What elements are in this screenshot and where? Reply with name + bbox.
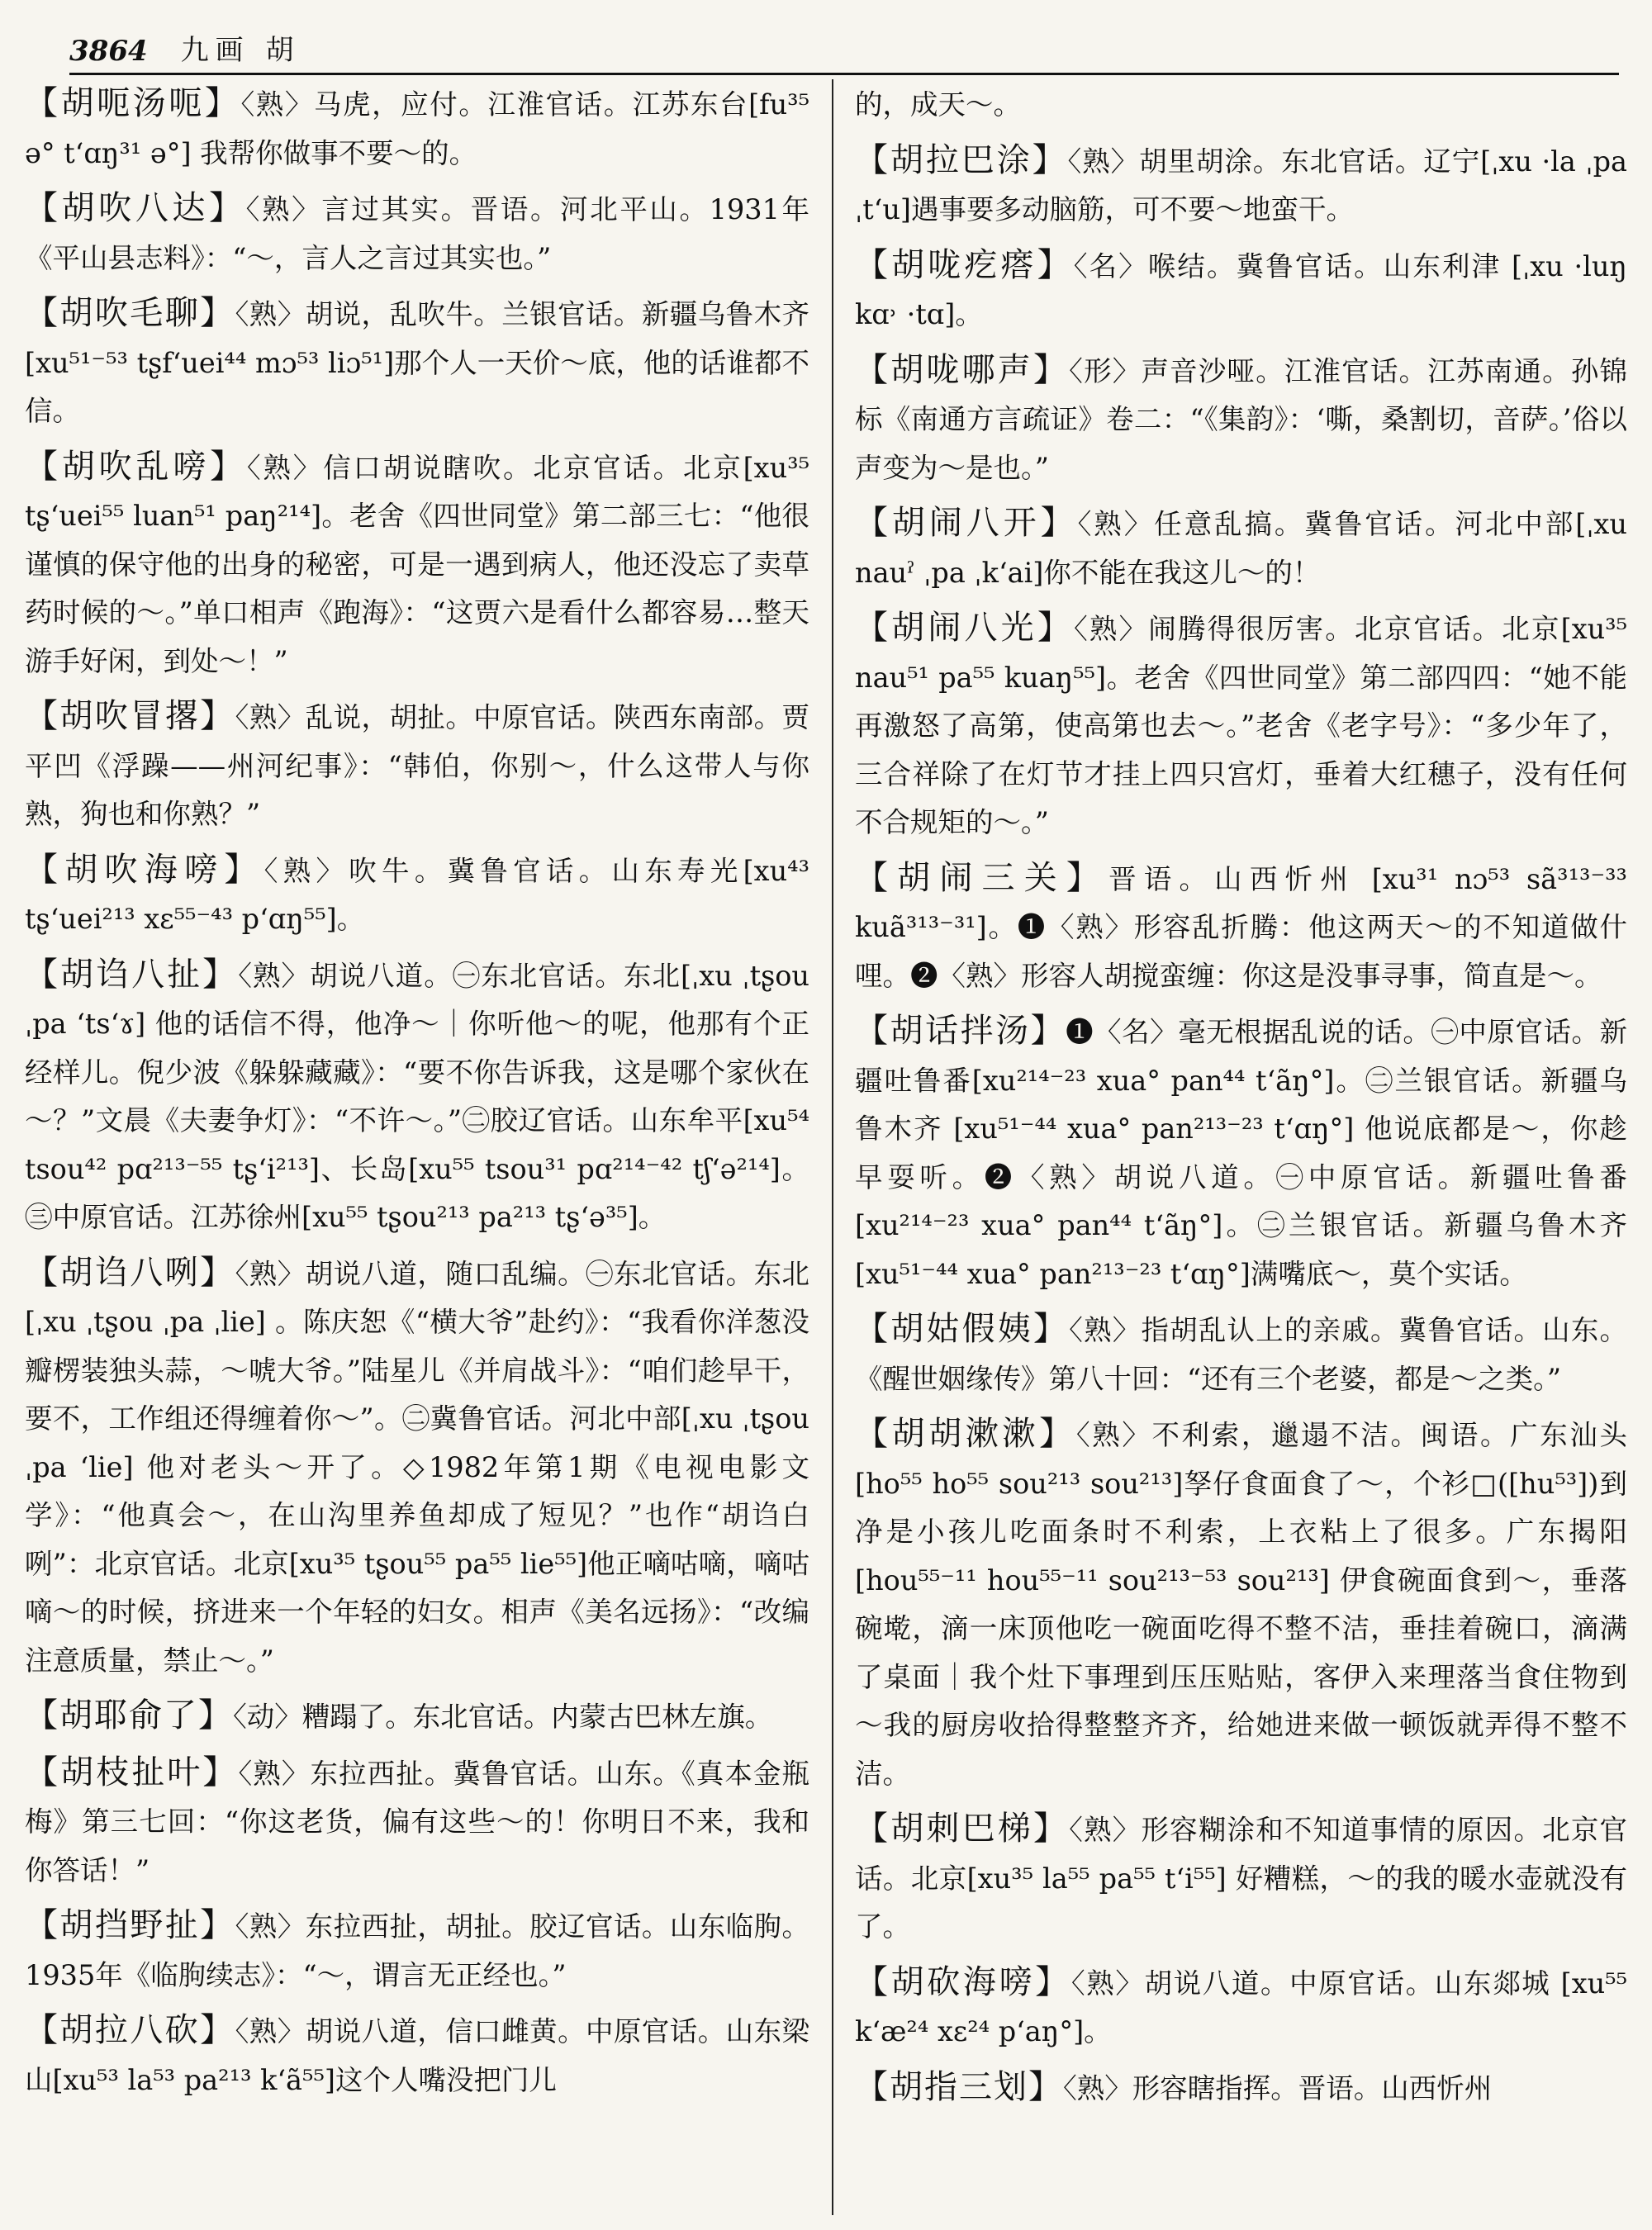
dictionary-entry <box>25 951 809 1242</box>
entry-headword: 【胡耶俞了】 <box>25 1696 233 1734</box>
entry-definition: 的，成天～。 <box>855 88 1021 121</box>
dictionary-entry <box>855 79 1627 130</box>
entry-headword: 【胡诌八咧】 <box>25 1253 235 1292</box>
entry-headword: 【胡话拌汤】 <box>855 1012 1066 1050</box>
entry-headword: 【胡挡野扯】 <box>25 1906 235 1944</box>
dictionary-entry <box>855 499 1627 597</box>
dictionary-entry <box>855 604 1627 847</box>
entry-headword: 【胡咙疙瘩】 <box>855 245 1074 284</box>
dictionary-entry <box>25 1748 809 1896</box>
left-column <box>25 79 809 2215</box>
dictionary-entry <box>25 79 809 178</box>
entry-definition: 胡里胡涂。东北官话。辽宁[ˌxu ·la ˌpa ˌtʻu]遇事要多动脑筋，可不要～地蛮干。 <box>855 145 1627 225</box>
dictionary-entry <box>25 692 809 839</box>
entry-headword: 【胡闹八光】 <box>855 609 1075 647</box>
part-of-speech-tag: 〈熟〉 <box>235 701 306 733</box>
entry-definition: 言过其实。晋语。河北平山。1931年《平山县志料》：“～，言人之言过其实也。” <box>25 193 809 274</box>
part-of-speech-tag: 〈熟〉 <box>1063 2071 1132 2104</box>
entry-headword: 【胡呃汤呃】 <box>25 84 241 122</box>
part-of-speech-tag: 〈熟〉 <box>235 298 306 330</box>
dictionary-entry <box>855 1805 1627 1952</box>
part-of-speech-tag: 〈熟〉 <box>1070 1967 1145 2000</box>
dictionary-entry <box>25 443 809 686</box>
part-of-speech-tag: 〈形〉 <box>1069 354 1142 387</box>
dictionary-entry <box>25 846 809 944</box>
part-of-speech-tag: 〈熟〉 <box>1069 1314 1142 1346</box>
entry-headword: 【胡拉巴涂】 <box>855 140 1068 179</box>
part-of-speech-tag: 〈熟〉 <box>1067 145 1140 178</box>
dictionary-entry <box>855 854 1627 1001</box>
entry-definition: 胡说八道。中原官话。山东郯城 [xu⁵⁵ kʻæ²⁴ xɛ²⁴ pʻaŋ°]。 <box>855 1967 1627 2047</box>
dictionary-entry <box>25 1691 809 1742</box>
part-of-speech-tag: 〈熟〉 <box>240 88 314 121</box>
part-of-speech-tag: 〈动〉 <box>233 1701 302 1733</box>
entry-headword: 【胡吹乱嗙】 <box>25 447 247 486</box>
entry-headword: 【胡拉八砍】 <box>25 2011 235 2049</box>
entry-headword: 【胡姑假姨】 <box>855 1310 1070 1348</box>
dictionary-entry <box>855 1958 1627 2057</box>
entry-headword: 【胡吹海嗙】 <box>25 850 264 889</box>
column-divider <box>832 79 833 2215</box>
page-header <box>69 23 1619 75</box>
part-of-speech-tag: 〈熟〉 <box>246 451 324 484</box>
entry-headword: 【胡指三划】 <box>855 2067 1063 2106</box>
entry-definition: 形容糊涂和不知道事情的原因。北京官话。北京[xu³⁵ la⁵⁵ pa⁵⁵ tʻi⁵⁵] 好糟糕，～的我的暖水壶就没有了。 <box>855 1814 1627 1943</box>
dictionary-entry <box>855 241 1627 339</box>
entry-definition: 胡说，乱吹牛。兰银官话。新疆乌鲁木齐[xu⁵¹⁻⁵³ tʂfʻuei⁴⁴ mɔ⁵³ liɔ⁵¹]那个人一天价～底，他的话谁都不信。 <box>25 298 809 427</box>
part-of-speech-tag: 〈熟〉 <box>238 959 311 992</box>
dictionary-entry <box>25 289 809 436</box>
entry-headword: 【胡诌八扯】 <box>25 955 239 994</box>
dictionary-entry <box>855 1007 1627 1298</box>
entry-definition: 东拉西扯。冀鲁官话。山东。《真本金瓶梅》第三七回：“你这老货，偏有这些～的！你明日不来，我和你答话！” <box>25 1757 809 1886</box>
entry-definition: 乱说，胡扯。中原官话。陕西东南部。贾平凹《浮躁——州河纪事》：“韩伯，你别～，什么这带人与你熟，狗也和你熟？” <box>25 701 809 830</box>
dictionary-entry <box>855 346 1627 493</box>
entry-headword: 【胡吹毛聊】 <box>25 294 235 332</box>
part-of-speech-tag: 〈名〉 <box>1073 249 1148 282</box>
dictionary-entry <box>855 136 1627 235</box>
part-of-speech-tag: 〈熟〉 <box>1074 613 1149 645</box>
entry-headword: 【胡闹八开】 <box>855 504 1078 542</box>
entry-definition: 声音沙哑。江淮官话。江苏南通。孙锦标《南通方言疏证》卷二：“《集韵》：‘嘶，桑割切，音萨。’俗以声变为～是也。” <box>855 354 1627 484</box>
entry-definition: 胡说八道，信口雌黄。中原官话。山东梁山[xu⁵³ la⁵³ pa²¹³ kʻã⁵⁵]这个人嘴没把门儿 <box>25 2015 809 2096</box>
entry-definition: 糟蹋了。东北官话。内蒙古巴林左旗。 <box>301 1701 773 1733</box>
entry-definition: ❶〈名〉毫无根据乱说的话。㊀中原官话。新疆吐鲁番[xu²¹⁴⁻²³ xua° pan⁴⁴ tʻãŋ°]。㊁兰银官话。新疆乌鲁木齐 [xu⁵¹⁻⁴⁴ xua° pan²¹³⁻²³ tʻɑŋ°] 他说底都是～，你趁早耍听。❷〈熟〉胡说八道。㊀中原官话。新疆吐鲁番 [xu²¹⁴⁻²³ xua° pan⁴⁴ tʻãŋ°]。㊁兰银官话。新疆乌鲁木齐[xu⁵¹⁻⁴⁴ xua° pan²¹³⁻²³ tʻɑŋ°]满嘴底～，莫个实话。 <box>855 1016 1627 1290</box>
part-of-speech-tag: 〈熟〉 <box>245 193 322 225</box>
entry-headword: 【胡刺巴梯】 <box>855 1810 1070 1848</box>
entry-definition: 胡说八道，随口乱编。㊀东北官话。东北 [ˌxu ˌtʂou ˌpa ˌlie] 。陈庆恕《“横大爷”赴约》：“我看你洋葱没瓣楞装独头蒜，～唬大爷。”陆星儿《并肩战斗》：“咱们趁早干，要不，工作组还得缠着你～”。㊁冀鲁官话。河北中部[ˌxu ˌtʂou ˌpa ʻlie] 他对老头～开了。◇1982年第1期《电视电影文学》：“他真会～，在山沟里养鱼却成了短见？”也作“胡诌白咧”：北京官话。北京[xu³⁵ tʂou⁵⁵ pa⁵⁵ lie⁵⁵]他正嘀咕嘀，嘀咕嘀～的时候，挤进来一个年轻的妇女。相声《美名远扬》：“改编注意质量，禁止～。” <box>25 1257 809 1677</box>
dictionary-entry <box>25 184 809 282</box>
dictionary-entry <box>855 1305 1627 1403</box>
entry-definition: 指胡乱认上的亲戚。冀鲁官话。山东。《醒世姻缘传》第八十回：“还有三个老婆，都是～之类。” <box>855 1314 1627 1395</box>
part-of-speech-tag: 〈熟〉 <box>235 2015 306 2047</box>
entry-definition: 吹牛。冀鲁官话。山东寿光[xu⁴³ tʂʻuei²¹³ xɛ⁵⁵⁻⁴³ pʻɑŋ⁵⁵]。 <box>25 854 809 935</box>
dictionary-entry <box>25 1249 809 1686</box>
entry-definition: 闹腾得很厉害。北京官话。北京[xu³⁵ nau⁵¹ pa⁵⁵ kuaŋ⁵⁵]。老舍《四世同堂》第二部四四：“她不能再激怒了高第，使高第也去～。”老舍《老字号》：“多少年了，三合祥除了在灯节才挂上四只宫灯，垂着大红穗子，没有任何不合规矩的～。” <box>855 613 1627 838</box>
part-of-speech-tag: 〈熟〉 <box>235 1257 306 1290</box>
part-of-speech-tag: 〈熟〉 <box>263 854 349 887</box>
entry-definition: 胡说八道。㊀东北官话。东北[ˌxu ˌtʂou ˌpa ʻtsʻɤ] 他的话信不得，他净～｜你听他～的呢，他那有个正经样儿。倪少波《躲躲藏藏》：“要不你告诉我，这是哪个家伙在～？”文晨《夫妻争灯》：“不许～。”㊁胶辽官话。山东牟平[xu⁵⁴ tsou⁴² pɑ²¹³⁻⁵⁵ tʂʻi²¹³]、长岛[xu⁵⁵ tsou³¹ pɑ²¹⁴⁻⁴² tʃʻə²¹⁴]。㊂中原官话。江苏徐州[xu⁵⁵ tʂou²¹³ pa²¹³ tʂʻə³⁵]。 <box>25 959 809 1233</box>
entry-definition: 形容瞎指挥。晋语。山西忻州 <box>1132 2071 1493 2104</box>
entry-definition: 喉结。冀鲁官话。山东利津 [ˌxu ·luŋ kɑ˒ ·tɑ]。 <box>855 249 1627 330</box>
entry-headword: 【胡枝扯叶】 <box>25 1753 239 1791</box>
entry-headword: 【胡吹八达】 <box>25 189 246 227</box>
entry-definition: 任意乱搞。冀鲁官话。河北中部[ˌxu nauˀ ˌpa ˌkʻai]你不能在我这儿～的！ <box>855 508 1627 589</box>
entry-definition: 东拉西扯，胡扯。胶辽官话。山东临朐。1935年《临朐续志》：“～，谓言无正经也。” <box>25 1910 809 1991</box>
section-title: 九画 胡 <box>180 34 301 67</box>
dictionary-entry <box>855 1410 1627 1798</box>
dictionary-entry <box>855 2063 1627 2114</box>
entry-definition: 马虎，应付。江淮官话。江苏东台[fu³⁵ ə° tʻɑŋ³¹ ə°] 我帮你做事不要～的。 <box>25 88 809 169</box>
entry-definition: 晋语。山西忻州 [xu³¹ nɔ⁵³ sã³¹³⁻³³ kuã³¹³⁻³¹]。❶〈熟〉形容乱折腾：他这两天～的不知道做什哩。❷〈熟〉形容人胡搅蛮缠：你这是没事寻事，简直是～。 <box>855 862 1627 992</box>
entry-definition: 不利索，邋遢不洁。闽语。广东汕头 [ho⁵⁵ ho⁵⁵ sou²¹³ sou²¹³]孥仔食面食了～，个衫□([hu⁵³])到净是小孩儿吃面条时不利索，上衣粘上了很多。广东揭阳 [hou⁵⁵⁻¹¹ hou⁵⁵⁻¹¹ sou²¹³⁻⁵³ sou²¹³] 伊食碗面食到～，垂落碗墘，滴一床顶他吃一碗面吃得不整不洁，垂挂着碗口，滴满了桌面｜我个灶下事理到压压贴贴，客伊入来理落当食住物到～我的厨房收拾得整整齐齐，给她进来做一顿饭就弄得不整不洁。 <box>855 1419 1627 1790</box>
part-of-speech-tag: 〈熟〉 <box>1077 508 1155 540</box>
right-column <box>855 79 1627 2215</box>
part-of-speech-tag: 〈熟〉 <box>1069 1814 1142 1846</box>
entry-headword: 【胡砍海嗙】 <box>855 1962 1071 2001</box>
entry-headword: 【胡咙哪声】 <box>855 350 1070 389</box>
entry-headword: 【胡吹冒撂】 <box>25 697 235 735</box>
entry-definition: 信口胡说瞎吹。北京官话。北京[xu³⁵ tʂʻuei⁵⁵ luan⁵¹ paŋ²¹⁴]。老舍《四世同堂》第二部三七：“他很谨慎的保守他的出身的秘密，可是一遇到病人，他还没忘了卖草药时候的～。”单口相声《跑海》：“这贾六是看什么都容易…整天游手好闲，到处～！” <box>25 451 809 677</box>
dictionary-entry <box>25 2006 809 2104</box>
page-number: 3864 <box>69 35 148 68</box>
part-of-speech-tag: 〈熟〉 <box>1075 1419 1152 1451</box>
dictionary-entry <box>25 1901 809 2000</box>
part-of-speech-tag: 〈熟〉 <box>235 1910 306 1943</box>
part-of-speech-tag: 〈熟〉 <box>238 1757 311 1790</box>
entry-headword: 【胡闹三关】 <box>855 858 1109 897</box>
entry-headword: 【胡胡漱漱】 <box>855 1415 1076 1453</box>
